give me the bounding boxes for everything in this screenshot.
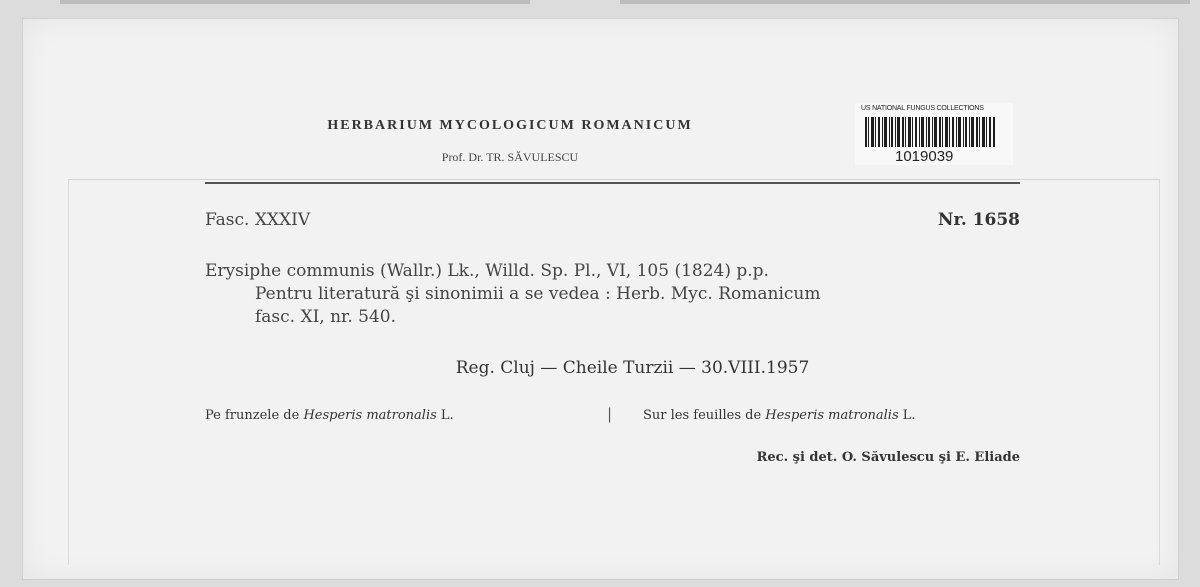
herbarium-curator: Prof. Dr. TR. SĂVULESCU xyxy=(441,150,579,164)
barcode-label xyxy=(855,103,1013,165)
column-divider: | xyxy=(607,405,613,423)
barcode-icon xyxy=(865,117,995,147)
specimen-number: Nr. 1658 xyxy=(937,210,1020,230)
header-rule xyxy=(205,182,1020,184)
fascicle-number: Fasc. XXXIV xyxy=(205,210,311,230)
top-edge-strip-right xyxy=(620,0,1190,4)
species-line-2: Pentru literatură şi sinonimii a se vedea : Herb. Myc. Romanicum xyxy=(255,284,821,304)
herbarium-title: HERBARIUM MYCOLOGICUM ROMANICUM xyxy=(327,118,693,133)
barcode-caption: US NATIONAL FUNGUS COLLECTIONS xyxy=(861,105,984,112)
host-romanian: Pe frunzele de Hesperis matronalis L. xyxy=(205,408,454,423)
species-line-3: fasc. XI, nr. 540. xyxy=(255,307,396,327)
species-citation xyxy=(205,260,1020,329)
top-edge-strip xyxy=(60,0,530,4)
host-french: Sur les feuilles de Hesperis matronalis L. xyxy=(643,408,916,423)
host-species-french: Hesperis matronalis xyxy=(765,408,899,423)
collection-locality: Reg. Cluj — Cheile Turzii — 30.VIII.1957 xyxy=(455,358,810,378)
specimen-label xyxy=(205,100,1020,480)
barcode-number: 1019039 xyxy=(895,148,954,165)
species-line-1: Erysiphe communis (Wallr.) Lk., Willd. Sp. Pl., VI, 105 (1824) p.p. xyxy=(205,261,769,281)
host-species-romanian: Hesperis matronalis xyxy=(303,408,437,423)
collector-credit: Rec. şi det. O. Săvulescu şi E. Eliade xyxy=(756,450,1020,465)
